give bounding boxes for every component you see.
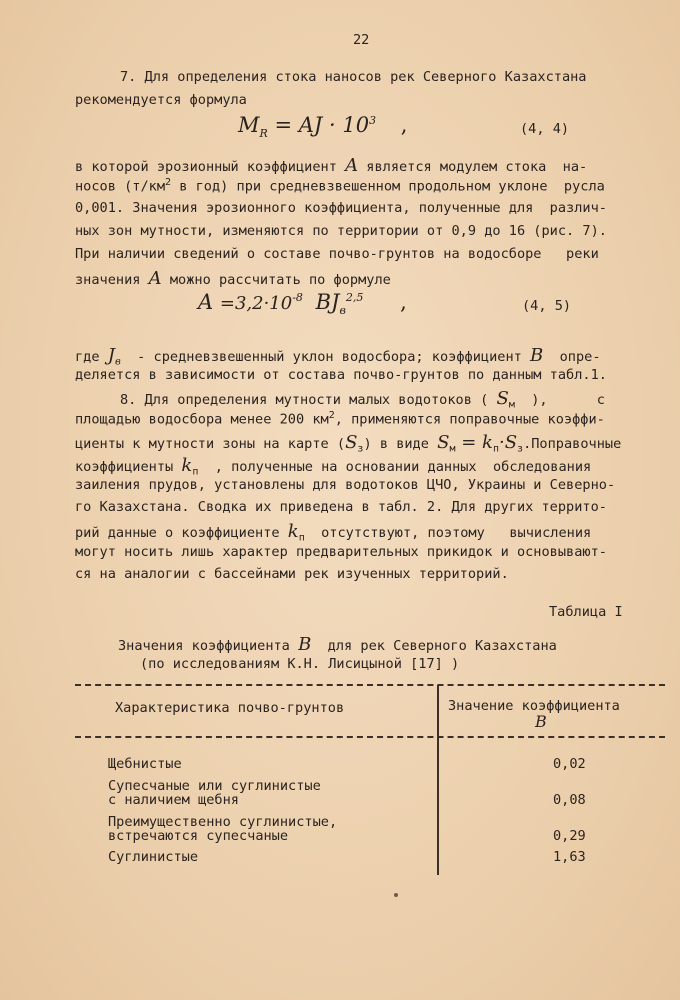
para-a-l2-post: в год) при средневзвешенном продольном уклоне русла	[171, 178, 605, 195]
inline-formula-s: S	[437, 432, 450, 453]
para7-line2: рекомендуется формула	[75, 92, 247, 108]
symbol-k-2: k	[287, 521, 299, 542]
table-row-3-characteristic-2: встречаются супесчаные	[108, 828, 289, 844]
para8-line1	[120, 388, 605, 411]
para-a-line5: При наличии сведений о составе почво-грунтов на водосборе реки	[75, 246, 599, 262]
symbol-s: S	[496, 388, 509, 409]
table-caption-line1	[118, 634, 557, 655]
para8-l2-post: , применяются поправочные коэффи-	[334, 411, 605, 428]
para8-line6: го Казахстана. Сводка их приведена в табл. 2. Для других террито-	[75, 499, 607, 515]
table-caption-line2: (по исследованиям К.Н. Лисицыной [17] )	[140, 656, 460, 672]
formula-4-4-lhs: M	[238, 113, 260, 137]
inline-formula-k: = k	[455, 432, 493, 453]
table-col1-header: Характеристика почво-грунтов	[115, 700, 345, 716]
formula-4-4-punct: ,	[400, 113, 408, 137]
symbol-k-2-sub: п	[298, 532, 305, 544]
para-b-line1	[75, 345, 601, 368]
formula-4-5-lhs: A	[198, 290, 214, 314]
formula-4-4-rhs: = AJ · 10	[274, 113, 370, 137]
para-b-l1-post: - средневзвешенный уклон водосбора; коэффициент	[120, 349, 531, 365]
formula-4-4-lhs-sub: R	[259, 127, 268, 141]
table-row-1-value: 0,02	[553, 756, 586, 772]
table-header-rule	[75, 736, 665, 738]
para8-l3-post: .Поправочные	[523, 436, 622, 452]
table-row-3-characteristic: Преимущественно суглинистые,	[108, 814, 338, 830]
inline-formula-k-sub: п	[492, 443, 499, 455]
table-row-2-characteristic: Супесчаные или суглинистые	[108, 778, 321, 794]
para8-l7-post: отсутствуют, поэтому вычисления	[304, 525, 592, 541]
ink-speck	[394, 893, 398, 897]
symbol-k: k	[181, 455, 193, 476]
symbol-k-sub: п	[192, 466, 199, 478]
table-top-rule	[75, 684, 665, 686]
formula-4-5-mid: =3,2·10	[219, 293, 293, 314]
table-caption-pre: Значения коэффициента	[118, 638, 299, 654]
table-row-2-value: 0,08	[553, 792, 586, 808]
para8-l7-pre: рий данные о коэффициенте	[75, 525, 288, 541]
para8-line4	[75, 455, 591, 478]
para8-l3-mid: ) в виде	[363, 436, 438, 452]
equation-number-4-4: (4, 4)	[520, 121, 570, 137]
table-col2-header-symbol: B	[535, 712, 547, 731]
para8-l1-post: ), с	[514, 392, 605, 408]
para8-l4-pre: коэффициенты	[75, 459, 182, 475]
para8-line2	[75, 410, 605, 428]
symbol-s-sub: м	[508, 399, 515, 411]
inline-formula-s-sub: м	[449, 443, 456, 455]
formula-4-5	[198, 290, 407, 317]
para-a-line3: 0,001. Значения эрозионного коэффициента, полученные для различ-	[75, 200, 607, 216]
para-a-line2	[75, 177, 605, 195]
para-b-l1-end: опре-	[543, 349, 601, 365]
para8-l1-pre: 8. Для определения мутности малых водотоков (	[120, 392, 497, 408]
para8-l2-sup: 2	[328, 410, 335, 421]
para8-l3-pre: циенты к мутности зоны на карте (	[75, 436, 346, 452]
para-a-l1-post: является модулем стока на-	[358, 159, 588, 175]
para8-line9: ся на аналогии с бассейнами рек изученных территорий.	[75, 566, 509, 582]
table-row-3-value: 0,29	[553, 828, 586, 844]
formula-4-5-exp: -8	[292, 291, 303, 304]
para8-line7	[75, 521, 591, 544]
para8-line5: заиления прудов, установлены для водотоков ЦЧО, Украины и Северно-	[75, 477, 616, 493]
para-a-l6-post: можно рассчитать по формуле	[161, 272, 391, 288]
formula-4-5-exp2: 2,5	[345, 291, 364, 304]
para-b-line2: деляется в зависимости от состава почво-грунтов по данным табл.1.	[75, 367, 607, 383]
inline-formula-sz-sub: з	[517, 443, 524, 455]
symbol-a-2: A	[148, 268, 162, 289]
para-a-line6	[75, 268, 391, 289]
para-a-line1	[75, 155, 587, 176]
para-a-l6-pre: значения	[75, 272, 149, 288]
table-row-1-characteristic: Щебнистые	[108, 756, 182, 772]
formula-4-4-exp: 3	[369, 114, 377, 127]
para-b-l1-pre: где	[75, 349, 108, 365]
table-row-2-characteristic-2: с наличием щебня	[108, 792, 239, 808]
inline-formula-sz: ·S	[498, 432, 518, 453]
table-label: Таблица I	[549, 604, 623, 620]
table-column-divider	[437, 685, 439, 875]
symbol-j: J	[107, 345, 115, 366]
para8-l2-pre: площадью водосбора менее 200 км	[75, 411, 329, 428]
para8-line3	[75, 432, 621, 455]
para-a-l1-pre: в которой эрозионный коэффициент	[75, 159, 346, 175]
formula-4-5-sub: в	[339, 304, 346, 318]
symbol-s-z: S	[345, 432, 358, 453]
symbol-a: A	[345, 155, 359, 176]
para8-l4-post: , полученные на основании данных обследования	[198, 459, 592, 475]
table-caption-post: для рек Северного Казахстана	[311, 638, 557, 654]
equation-number-4-5: (4, 5)	[522, 298, 572, 314]
formula-4-5-punct: ,	[400, 290, 407, 314]
table-row-4-characteristic: Суглинистые	[108, 849, 199, 865]
table-col2-header: Значение коэффициента	[448, 698, 620, 714]
table-caption-symbol-b: B	[298, 634, 312, 655]
symbol-j-sub: в	[114, 356, 121, 368]
symbol-b: B	[530, 345, 544, 366]
page-number: 22	[353, 32, 370, 48]
para8-line8: могут носить лишь характер предварительных прикидок и основывают-	[75, 544, 607, 560]
formula-4-4	[238, 113, 407, 140]
para-a-line4: ных зон мутности, изменяются по территории от 0,9 до 16 (рис. 7).	[75, 223, 607, 239]
para7-line1: 7. Для определения стока наносов рек Северного Казахстана	[120, 69, 587, 85]
para-a-l2-pre: носов (т/км	[75, 178, 166, 195]
symbol-s-z-sub: з	[357, 443, 364, 455]
formula-4-5-b: BJ	[315, 290, 340, 314]
table-row-4-value: 1,63	[553, 849, 586, 865]
para-a-l2-sup: 2	[165, 177, 172, 188]
